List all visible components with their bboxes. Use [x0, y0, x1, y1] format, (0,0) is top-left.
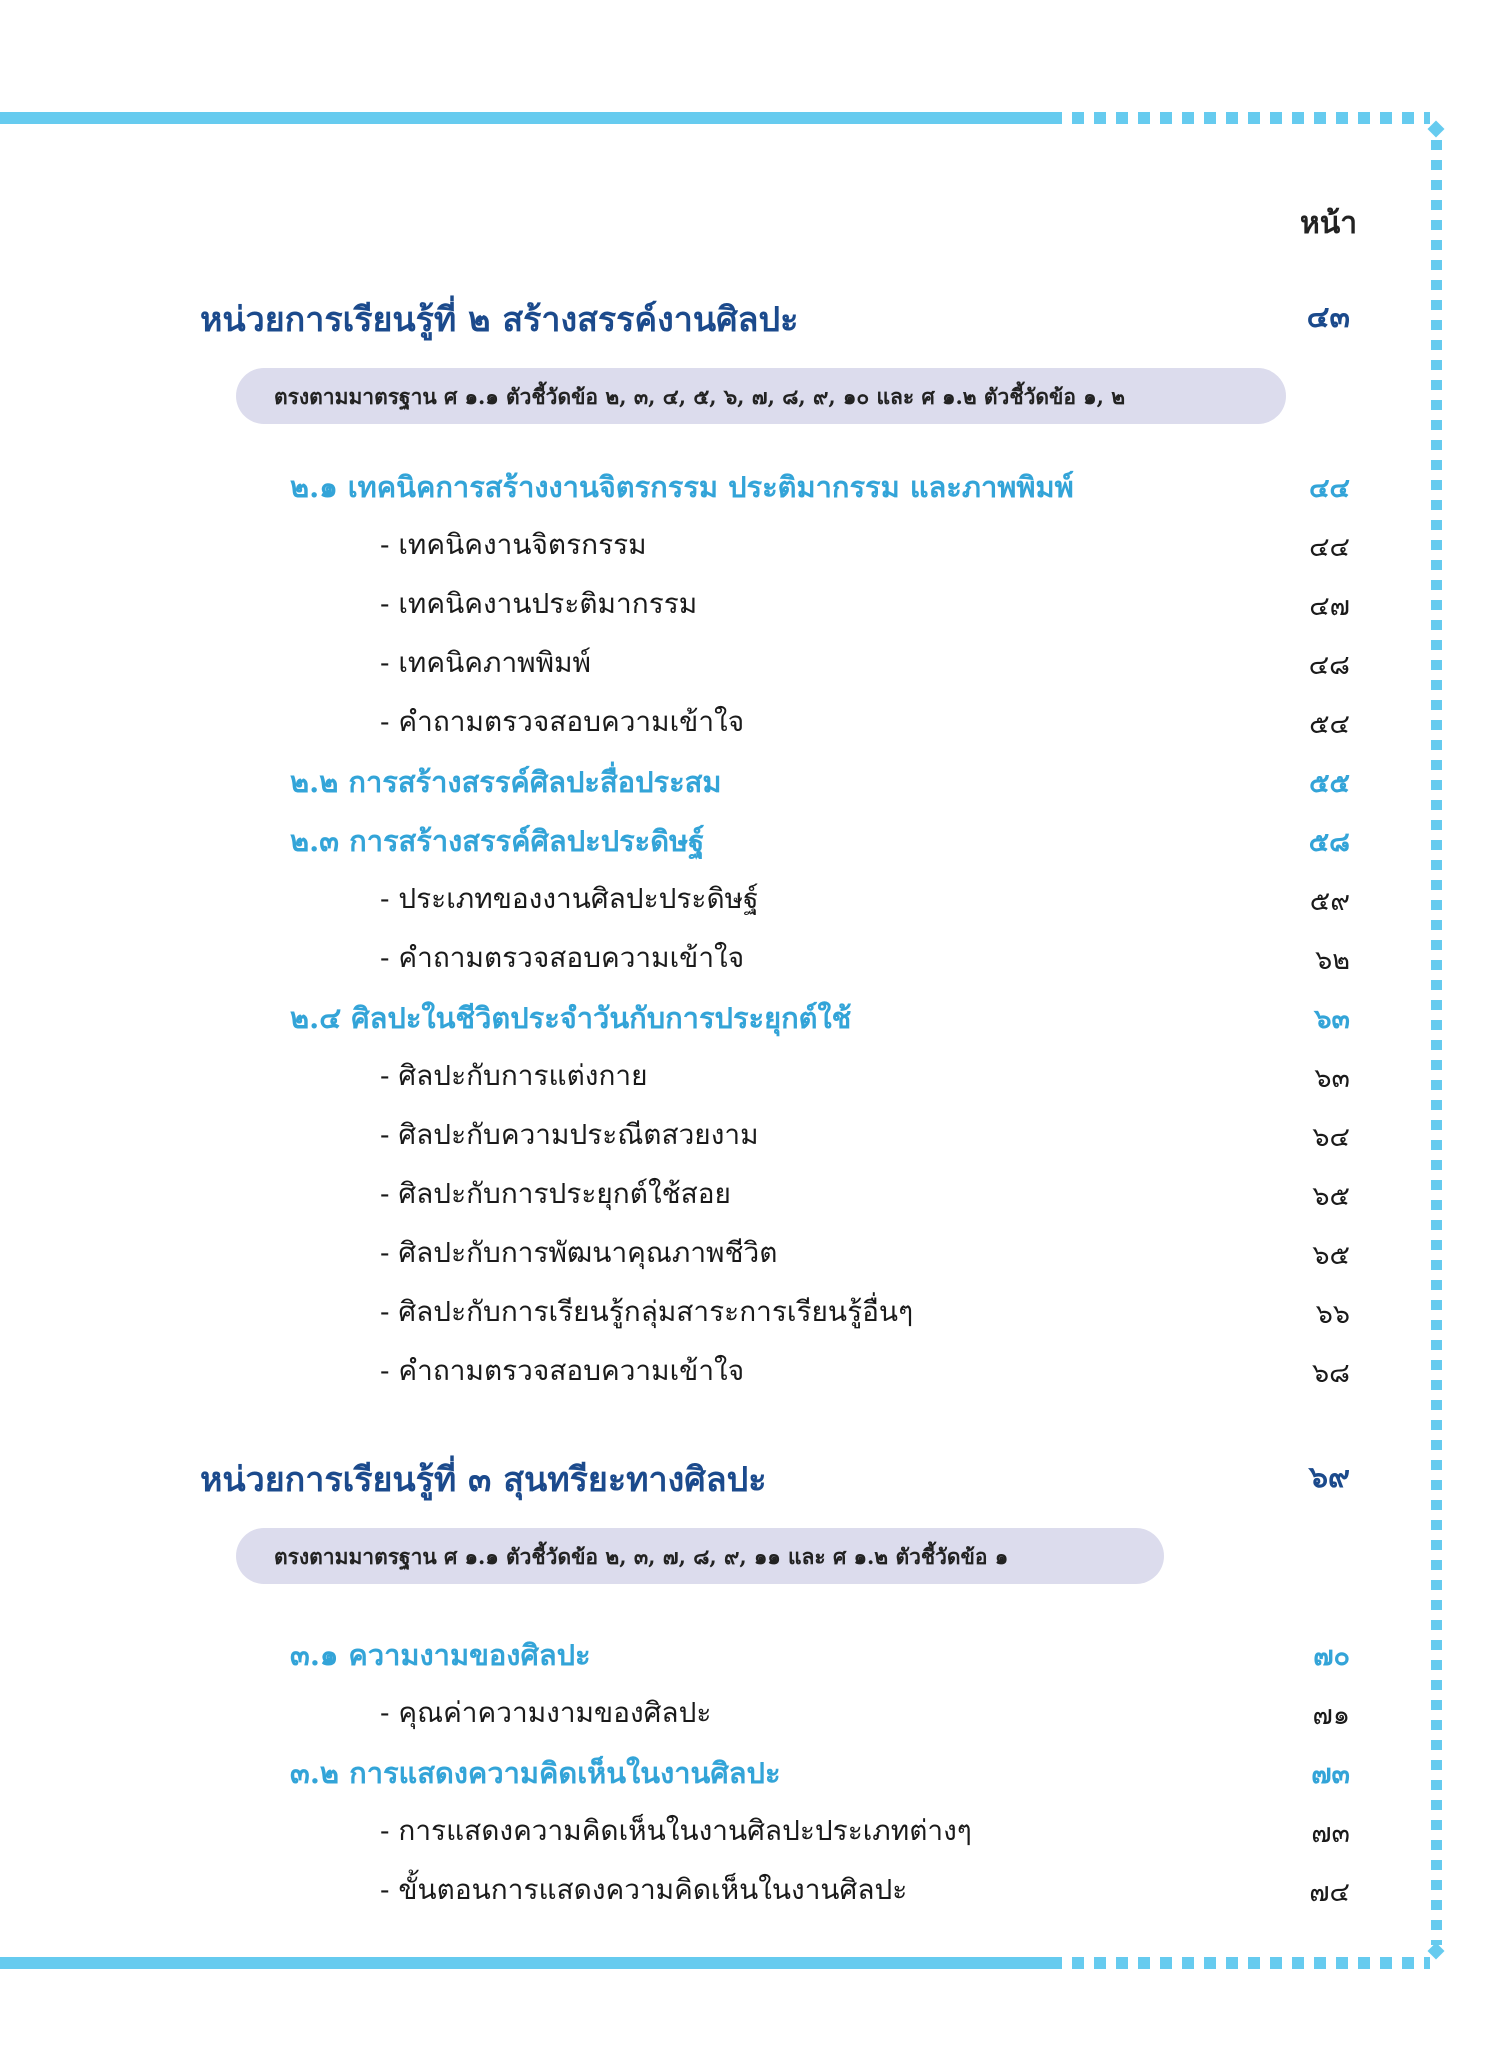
toc-item[interactable] — [290, 877, 1350, 927]
toc-item[interactable] — [290, 1172, 1350, 1222]
toc-item[interactable] — [290, 700, 1350, 750]
toc-item[interactable] — [290, 936, 1350, 986]
frame-top-line — [0, 112, 1050, 124]
toc-page: ๖๕ — [1312, 1240, 1350, 1271]
toc-item[interactable] — [290, 1113, 1350, 1163]
standard-banner — [236, 368, 1286, 424]
unit-title: หน่วยการเรียนรู้ที่ ๓ สุนทรียะทางศิลปะ — [200, 1460, 767, 1500]
toc-label: - ศิลปะกับการเรียนรู้กลุ่มสาระการเรียนรู้อื่นๆ — [380, 1295, 914, 1328]
toc-label: - ขั้นตอนการแสดงความคิดเห็นในงานศิลปะ — [380, 1873, 908, 1906]
toc-label: - การแสดงความคิดเห็นในงานศิลปะประเภทต่างๆ — [380, 1814, 972, 1847]
toc-label: - คำถามตรวจสอบความเข้าใจ — [380, 941, 745, 974]
toc-item[interactable] — [290, 1231, 1350, 1281]
toc-page: ๗๓ — [1311, 1759, 1350, 1790]
toc-page: ๕๙ — [1309, 886, 1350, 917]
toc-section[interactable] — [290, 759, 1350, 809]
toc-item[interactable] — [290, 1868, 1350, 1918]
unit-title: หน่วยการเรียนรู้ที่ ๒ สร้างสรรค์งานศิลปะ — [200, 300, 799, 340]
toc-section[interactable] — [290, 818, 1350, 868]
unit-heading — [200, 1452, 1350, 1508]
toc-section[interactable] — [290, 464, 1350, 514]
toc-label: - เทคนิคภาพพิมพ์ — [380, 646, 591, 679]
toc-label: - ศิลปะกับความประณีตสวยงาม — [380, 1118, 759, 1151]
toc-item[interactable] — [290, 1809, 1350, 1859]
toc-page: ๗๐ — [1313, 1641, 1350, 1672]
toc-item[interactable] — [290, 641, 1350, 691]
toc-page: ๔๗ — [1309, 591, 1350, 622]
standard-text: ตรงตามมาตรฐาน ศ ๑.๑ ตัวชี้วัดข้อ ๒, ๓, ๗, ๘, ๙, ๑๑ และ ศ ๑.๒ ตัวชี้วัดข้อ ๑ — [274, 1544, 1009, 1569]
standard-banner — [236, 1528, 1164, 1584]
toc-page: ๗๓ — [1311, 1818, 1350, 1849]
toc-page: ๕๔ — [1309, 709, 1350, 740]
toc-item[interactable] — [290, 1290, 1350, 1340]
unit-page: ๖๙ — [1308, 1460, 1350, 1495]
toc-label: - ศิลปะกับการแต่งกาย — [380, 1059, 648, 1092]
frame-right-dashes — [1431, 140, 1442, 1945]
toc-label: ๓.๒ การแสดงความคิดเห็นในงานศิลปะ — [290, 1756, 781, 1790]
toc-label: - ประเภทของงานศิลปะประดิษฐ์ — [380, 882, 759, 915]
toc-item[interactable] — [290, 1054, 1350, 1104]
toc-page: ๕๘ — [1308, 827, 1350, 858]
toc-section[interactable] — [290, 1632, 1350, 1682]
toc-label: - คำถามตรวจสอบความเข้าใจ — [380, 705, 745, 738]
frame-corner-top — [1428, 121, 1445, 138]
toc-page: ๖๓ — [1314, 1063, 1350, 1094]
toc-label: - เทคนิคงานประติมากรรม — [380, 587, 698, 620]
frame-top-dashes — [1050, 112, 1430, 124]
toc-label: - เทคนิคงานจิตรกรรม — [380, 528, 647, 561]
unit-heading — [200, 292, 1350, 348]
frame-bottom-line — [0, 1957, 1050, 1969]
toc-page: ๔๔ — [1309, 532, 1350, 563]
toc-page: ๖๓ — [1314, 1004, 1350, 1035]
toc-section[interactable] — [290, 1750, 1350, 1800]
toc-label: ๓.๑ ความงามของศิลปะ — [290, 1638, 591, 1672]
toc-label: ๒.๑ เทคนิคการสร้างงานจิตรกรรม ประติมากรรม และภาพพิมพ์ — [290, 470, 1074, 504]
toc-page: ๖๔ — [1312, 1122, 1350, 1153]
toc-page: ๔๔ — [1309, 473, 1350, 504]
toc-page: ๔๘ — [1308, 650, 1350, 681]
toc-page: ๖๕ — [1312, 1181, 1350, 1212]
toc-page: ๖๖ — [1315, 1299, 1350, 1330]
toc-item[interactable] — [290, 1691, 1350, 1741]
toc-item[interactable] — [290, 1349, 1350, 1399]
frame-bottom-dashes — [1050, 1957, 1430, 1969]
toc-page: ๗๑ — [1312, 1700, 1350, 1731]
toc-label: - ศิลปะกับการพัฒนาคุณภาพชีวิต — [380, 1236, 778, 1269]
page-column-header: หน้า — [1300, 206, 1358, 241]
toc-label: - คุณค่าความงามของศิลปะ — [380, 1696, 712, 1729]
toc-label: ๒.๓ การสร้างสรรค์ศิลปะประดิษฐ์ — [290, 824, 705, 858]
toc-section[interactable] — [290, 995, 1350, 1045]
standard-text: ตรงตามมาตรฐาน ศ ๑.๑ ตัวชี้วัดข้อ ๒, ๓, ๔, ๕, ๖, ๗, ๘, ๙, ๑๐ และ ศ ๑.๒ ตัวชี้วัดข้อ ๑, ๒ — [274, 384, 1126, 409]
toc-label: ๒.๒ การสร้างสรรค์ศิลปะสื่อประสม — [290, 765, 722, 799]
toc-label: ๒.๔ ศิลปะในชีวิตประจำวันกับการประยุกต์ใช้ — [290, 1001, 852, 1035]
toc-item[interactable] — [290, 523, 1350, 573]
toc-page: ๗๔ — [1309, 1877, 1350, 1908]
toc-label: - ศิลปะกับการประยุกต์ใช้สอย — [380, 1177, 731, 1210]
toc-item[interactable] — [290, 582, 1350, 632]
toc-page: ๖๒ — [1315, 945, 1350, 976]
unit-page: ๔๓ — [1306, 300, 1350, 335]
frame-corner-bottom — [1428, 1943, 1445, 1960]
toc-page: ๕๕ — [1309, 768, 1350, 799]
toc-page: ๖๘ — [1312, 1358, 1350, 1389]
toc-label: - คำถามตรวจสอบความเข้าใจ — [380, 1354, 745, 1387]
